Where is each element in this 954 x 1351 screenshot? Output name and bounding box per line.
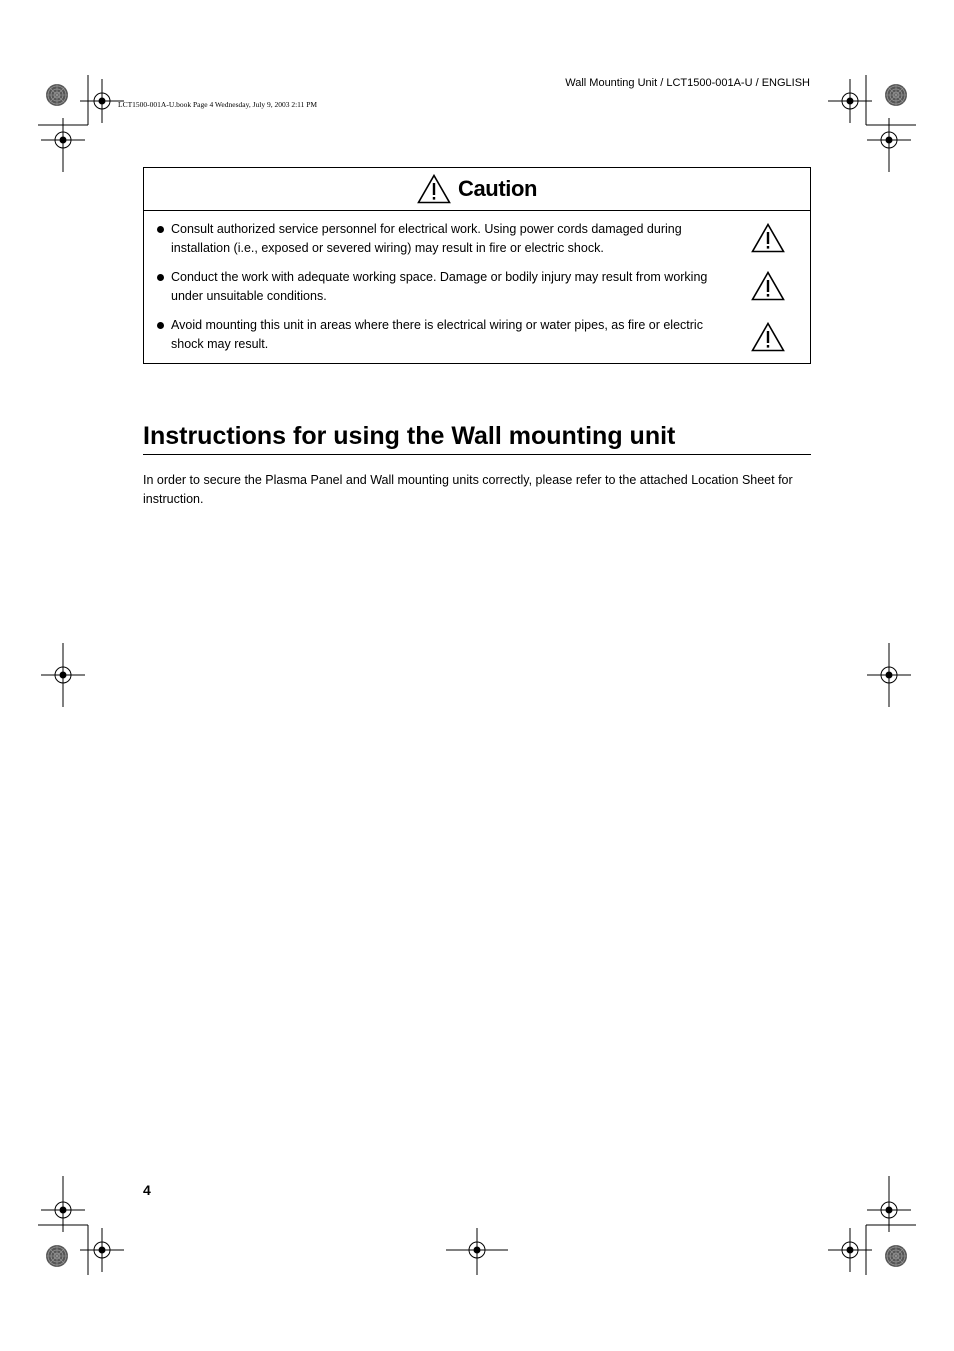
warning-triangle-icon — [751, 271, 785, 301]
warning-triangle-icon — [751, 322, 785, 352]
caution-header — [144, 168, 810, 211]
bullet-dot — [157, 226, 164, 233]
bullet-dot — [157, 322, 164, 329]
caution-title: Caution — [457, 176, 538, 201]
caution-item-text: Consult authorized service personnel for electrical work. Using power cords damaged during installation (i.e., exposed or severed wiring) may result in fire or electric shock. — [171, 222, 682, 255]
caution-item-text: Conduct the work with adequate working space. Damage or bodily injury may result from working under unsuitable conditions. — [171, 270, 708, 303]
file-info-slug: LCT1500-001A-U.book Page 4 Wednesday, July 9, 2003 2:11 PM — [118, 100, 318, 109]
warning-triangle-icon — [417, 174, 451, 204]
bullet-dot — [157, 274, 164, 281]
caution-box — [143, 167, 811, 364]
caution-item-text: Avoid mounting this unit in areas where there is electrical wiring or water pipes, as fire or electric shock may result. — [171, 318, 703, 351]
running-header: Wall Mounting Unit / LCT1500-001A-U / ENGLISH — [565, 77, 810, 89]
warning-triangle-icon — [751, 223, 785, 253]
page-number: 4 — [143, 1182, 151, 1198]
section-title: Instructions for using the Wall mounting unit — [143, 419, 811, 455]
section-body: In order to secure the Plasma Panel and Wall mounting units correctly, please refer to the attached Location Sheet for instruction. — [143, 473, 793, 506]
